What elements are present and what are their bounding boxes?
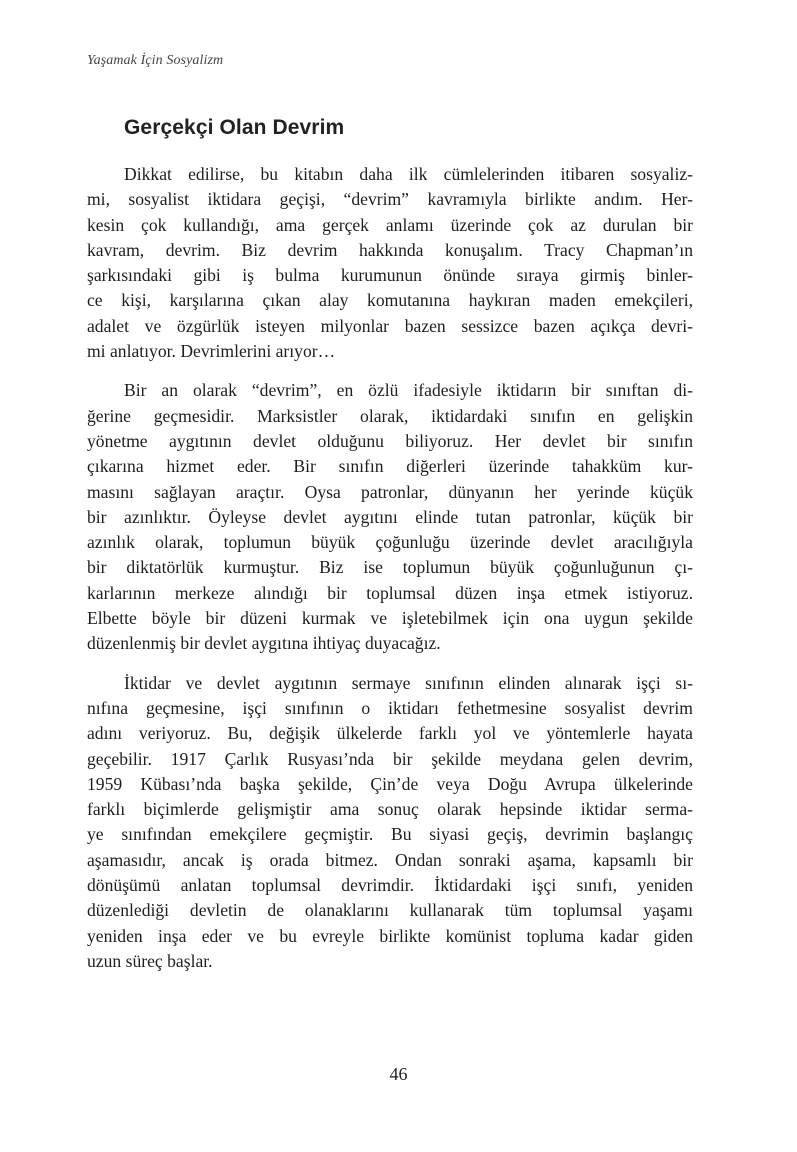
text-line: uzun süreç başlar. xyxy=(87,950,213,971)
text-line: Bir an olarak “devrim”, en özlü ifadesiyle iktidarın bir sınıftan di- xyxy=(124,380,693,401)
page-number: 46 xyxy=(389,1064,408,1084)
text-line: adını veriyoruz. Bu, değişik ülkelerde farklı yol ve yöntemlerle hayata xyxy=(87,723,693,744)
text-line: mi, sosyalist iktidara geçişi, “devrim” kavramıyla birlikte andım. Her- xyxy=(87,189,693,210)
text-line: ye sınıfından emekçilere geçmiştir. Bu siyasi geçiş, devrimin başlangıç xyxy=(87,824,693,845)
text-line: şarkısındaki gibi iş bulma kurumunun önünde sıraya girmiş binler- xyxy=(87,265,693,286)
text-line: karlarının merkeze alındığı bir toplumsal düzen inşa etmek istiyoruz. xyxy=(87,582,693,603)
text-line: bir diktatörlük kurmuştur. Biz ise toplumun büyük çoğunluğunun çı- xyxy=(87,557,693,578)
text-line: azınlık olarak, toplumun büyük çoğunluğu üzerinde devlet aracılığıyla xyxy=(87,532,693,553)
text-line: aşamasıdır, ancak iş orada bitmez. Ondan sonraki aşama, kapsamlı bir xyxy=(87,849,693,870)
text-line: düzenlediği devletin de olanaklarını kullanarak tüm toplumsal yaşamı xyxy=(87,900,693,921)
text-line: ce kişi, karşılarına çıkan alay komutanına haykıran maden emekçileri, xyxy=(87,290,693,311)
text-line: masını sağlayan araçtır. Oysa patronlar, dünyanın her yerinde küçük xyxy=(87,481,693,502)
text-line: çıkarına hizmet eder. Bir sınıfın diğerleri üzerinde tahakküm kur- xyxy=(87,456,693,477)
running-header: Yaşamak İçin Sosyalizm xyxy=(87,53,224,68)
text-line: farklı biçimlerde gelişmiştir ama sonuç olarak hepsinde iktidar serma- xyxy=(87,799,693,820)
text-line: ğerine geçmesidir. Marksistler olarak, iktidardaki sınıfın en gelişkin xyxy=(87,405,693,426)
text-line: İktidar ve devlet aygıtının sermaye sınıfının elinden alınarak işçi sı- xyxy=(124,672,693,693)
body-text xyxy=(87,162,693,974)
paragraph-3 xyxy=(87,671,693,975)
text-line: yeniden inşa eder ve bu evreyle birlikte komünist topluma kadar giden xyxy=(87,925,693,946)
text-line: düzenlenmiş bir devlet aygıtına ihtiyaç duyacağız. xyxy=(87,633,441,654)
paragraph-1 xyxy=(87,162,693,364)
text-line: adalet ve özgürlük isteyen milyonlar bazen sessizce bazen açıkça devri- xyxy=(87,315,693,336)
text-line: kesin çok kullandığı, ama gerçek anlamı üzerinde çok az durulan bir xyxy=(87,214,693,235)
paragraph-2 xyxy=(87,378,693,656)
text-line: nıfına geçmesine, işçi sınıfının o iktidarı fethetmesine sosyalist devrim xyxy=(87,697,693,718)
text-line: Dikkat edilirse, bu kitabın daha ilk cümlelerinden itibaren sosyaliz- xyxy=(124,164,693,184)
text-line: 1959 Kübası’nda başka şekilde, Çin’de veya Doğu Avrupa ülkelerinde xyxy=(87,773,693,794)
text-line: yönetme aygıtının devlet olduğunu biliyoruz. Her devlet bir sınıfın xyxy=(87,430,693,451)
text-line: kavram, devrim. Biz devrim hakkında konuşalım. Tracy Chapman’ın xyxy=(87,239,693,260)
text-line: bir azınlıktır. Öyleyse devlet aygıtını elinde tutan patronlar, küçük bir xyxy=(87,506,693,527)
section-title: Gerçekçi Olan Devrim xyxy=(124,116,345,139)
text-line: mi anlatıyor. Devrimlerini arıyor… xyxy=(87,341,336,362)
text-line: geçebilir. 1917 Çarlık Rusyası’nda bir şekilde meydana gelen devrim, xyxy=(87,748,693,769)
text-line: Elbette böyle bir düzeni kurmak ve işletebilmek için ona uygun şekilde xyxy=(87,608,693,629)
text-line: dönüşümü anlatan toplumsal devrimdir. İktidardaki işçi sınıfı, yeniden xyxy=(87,875,693,896)
